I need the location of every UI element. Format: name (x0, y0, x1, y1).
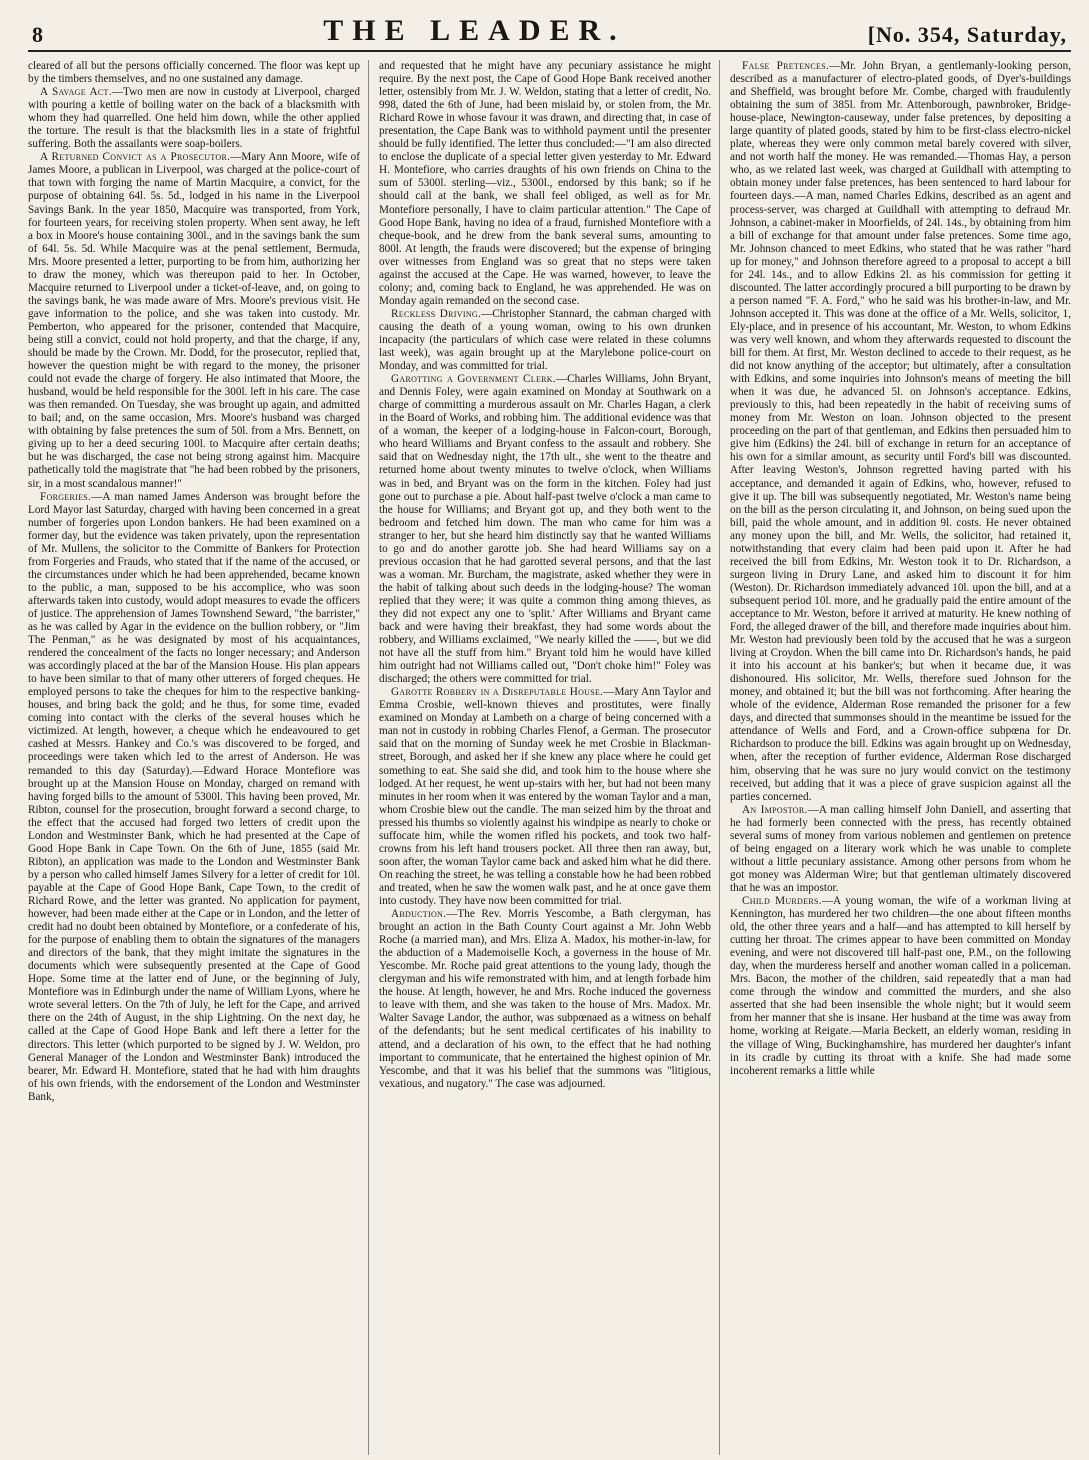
issue-line: [No. 354, Saturday, (867, 22, 1067, 47)
article-paragraph (28, 491, 360, 1104)
article-text: cleared of all but the persons officially concerned. The floor was kept up by the timbers themselves, and no one sustained any damage. (28, 60, 360, 86)
article-text: —A young woman, the wife of a workman living at Kennington, has murdered her two children—the one about fifteen months old, the other three years and a half—and has attempted to kill herself by cutting her throat. The crimes appear to have been committed on Monday evening, and were not discovered till half-past one, P.M., on the following day, when the murderess herself and another woman called in a policeman. Mrs. Bacon, the mother of the children, said repeatedly that a man had come through the window and committed the murders, and she also asserted that she had been insensible the whole night; but it would seem from her manner that she is insane. Her husband at the time was away from home, working at Reigate.—Maria Beckett, an elderly woman, residing in the village of Wing, Buckinghamshire, has murdered her daughter's infant in its cradle by cutting its throat with a knife. She had made some incoherent remarks a little while (730, 895, 1071, 1077)
article-text: and requested that he might have any pecuniary assistance he might require. By the next post, the Cape of Good Hope Bank received another letter, ostensibly from Mr. J. W. Weldon, stating that a letter of credit, No. 998, dated the 6th of June, had been mislaid by, or stolen from, the Mr. Richard Rowe in whose favour it was drawn, and directing that, in case of presentation, the Cape Bank was to withhold payment until the presenter should be fully identified. The letter thus concluded:—"I am also directed to enclose the duplicate of a special letter given yesterday to Mr. Edward H. Montefiore, who carries draughts of his own friends on China to the sum of 5300l. sterling—viz., 5300l., endorsed by this bank; so if he should call at the bank, we shall feel obliged, as well as for Mr. Montefiore personally, I have to claim particular attention." The Cape of Good Hope Bank, having no idea of a fraud, furnished Montefiore with a cheque-book, and he drew from the bank several sums, amounting to 800l. At length, the frauds were discovered; but the expense of bringing over witnesses from England was so great that no steps were taken against the accused at the Cape. He was warned, however, to leave the colony; and, coming back to England, he was apprehended. He was on Monday again remanded on the second case. (379, 60, 711, 307)
article-text: —Two men are now in custody at Liverpool, charged with pouring a kettle of boiling water on the back of a blacksmith with whom they had quarrelled. One held him down, while the other applied the torture. The result is that the blacksmith lies in a state of frightful suffering. Both the assailants were soap-boilers. (28, 86, 360, 151)
article-heading: False Pretences. (742, 60, 830, 72)
article-paragraph (28, 151, 360, 490)
article-text: —A man named James Anderson was brought before the Lord Mayor last Saturday, charged with having been concerned in a great number of forgeries upon London bankers. He had been examined on a former day, but the evidence was taken privately, upon the representation of Mr. Mullens, the solicitor to the Committe of Bankers for Protection from Forgeries and Frauds, who stated that if the name of the accused, or the circumstances under which he had been apprehended, became known to the public, a man, supposed to be his accomplice, who was soon afterwards taken into custody, would adopt measures to evade the officers of justice. The apprehension of James Townshend Seward, "the barrister," as he was called by Agar in the evidence on the bullion robbery, or "Jim The Penman," as he was designated by most of his acquaintances, rendered the concealment of the facts no longer necessary; and Anderson was accordingly placed at the bar of the Mansion House. His plan appears to have been similar to that of many other utterers of forged cheques. He employed persons to take the cheques for him to the respective banking-houses, and bring back the gold; and he thus, for some time, evaded coming into contact with the clerks of the several houses which he victimized. At length, however, a cheque which he endeavoured to get cashed at Messrs. Hankey and Co.'s was discovered to be forged, and proceedings were taken which led to the arrest of Anderson. He was remanded to this day (Saturday).—Edward Horace Montefiore was brought up at the Mansion House on Monday, charged on remand with having forged bills to the amount of 5300l. This having been proved, Mr. Ribton, counsel for the prosecution, brought forward a second charge, to the effect that the accused had forged two letters of credit upon the London and Westminster Bank, which he had presented at the Cape of Good Hope Bank in Cape Town. On the 6th of June, 1855 (said Mr. Ribton), an application was made to the London and Westminster Bank by a person who called himself James Silvery for a letter of credit for 10l. payable at the Cape of Good Hope Bank, Cape Town, to the credit of Richard Rowe, and the letter was granted. No application for payment, however, had been made either at the Cape or in London, and the letter of credit had no doubt been obtained by Montefiore, or a confederate of his, for the purpose of enabling them to obtain the signatures of the managers and directors of the bank, that they might imitate the signatures in the documents which were subsequently presented at the Cape of Good Hope. Some time at the latter end of June, or the beginning of July, Montefiore was in Edinburgh under the name of William Lyons, where he wrote several letters. On the 7th of July, he left for the Cape, and arrived there on the 24th of August, in the ship Lightning. On the next day, he called at the Cape of Good Hope Bank and left there a letter for the directors. This letter (which purported to be signed by J. W. Weldon, pro General Manager of the London and Westminster Bank) introduced the bearer, Mr. Edward H. Montefiore, stated that he had with him draughts of his own friends, with the endorsement of the London and Westminster Bank, (28, 490, 360, 1103)
article-text: —Mary Ann Moore, wife of James Moore, a publican in Liverpool, was charged at the police-court of that town with forging the name of Martin Macquire, a convict, for the purpose of obtaining 64l. 5s. 5d., lodged in his name in the Liverpool Savings Bank. In the year 1850, Macquire was transported, from York, for fourteen years, for receiving stolen property. When sent away, he left a box in Moore's house containing 300l., and in the savings bank the sum of 64l. 5s. 5d. While Macquire was at the penal settlement, Bermuda, Mrs. Moore presented a letter, purporting to be from him, authorizing her to draw the money, which was thereupon paid to her. In October, Macquire returned to Liverpool under a ticket-of-leave, and, on going to the savings bank, he was made aware of Mrs. Moore's previous visit. He gave information to the police, and she was taken into custody. Mr. Pemberton, who appeared for the prisoner, contended that Macquire, being still a convict, could not hold property, and that the charge, if any, should be made by the Crown. Mr. Dodd, for the prosecutor, replied that, however the question might be with regard to the money, the prisoner could not evade the charge of forgery. He also intimated that Moore, the husband, would be held responsible for the 300l. left in his care. The case was then remanded. On Tuesday, she was brought up again, and admitted to bail; and, on the same occasion, Mrs. Moore's husband was charged with obtaining by false pretences the sum of 50l. from a Mrs. Bennett, on giving up to her a deed securing 100l. to Macquire after certain deaths; but he was discharged, the case not being strong against him. Macquire pathetically told the magistrate that "he had been robbed by the prisoners, sir, in a most scandalous manner!" (28, 151, 361, 490)
article-text: —Mary Ann Taylor and Emma Crosbie, well-known thieves and prostitutes, were finally examined on Monday at Lambeth on a charge of being concerned with a man not in custody in robbing Charles Flenof, a German. The prosecutor said that on the morning of Sunday week he met Crosbie in Blackman-street, Borough, and asked her if she knew any place where he could get something to eat. She said she did, and took him to the house where she lodged. At her request, he went up-stairs with her, but had not been many minutes in her room when it was entered by the woman Taylor and a man, whom Crosbie blew out the candle. The man seized him by the throat and pressed his thumbs so violently against his windpipe as nearly to choke or suffocate him, while the women rifled his pockets, and took two half-crowns from his left hand trousers pocket. All three then ran away, but, soon after, the woman Taylor came back and asked him what he did there. On reaching the street, he was telling a constable how he had been robbed and treated, when he saw the women walk past, and he at once gave them into custody. They have now been committed for trial. (379, 686, 711, 907)
article-paragraph (28, 86, 360, 151)
article-heading: Reckless Driving. (391, 307, 482, 320)
article-heading: Child Murders. (742, 895, 822, 907)
article-paragraph (379, 686, 711, 908)
article-heading: Garotte Robbery in a Disreputable House. (391, 686, 604, 699)
article-heading: A Savage Act. (40, 86, 112, 99)
article-paragraph (379, 60, 711, 308)
article-paragraph (730, 60, 1071, 804)
article-paragraph (730, 804, 1071, 895)
article-heading: Abduction. (391, 908, 447, 921)
article-heading: Garotting a Government Clerk. (391, 373, 556, 386)
column-2 (379, 60, 720, 1455)
page-number: 8 (32, 22, 43, 47)
article-text: —Christopher Stannard, the cabman charged with causing the death of a young woman, owing to his own drunken incapacity (the particulars of which case were related in these columns last week), was again brought up at the Marylebone police-court on Monday, and was committed for trial. (379, 307, 712, 373)
article-text: —The Rev. Morris Yescombe, a Bath clergyman, has brought an action in the Bath County Court against a Mr. John Webb Roche (a married man), and Mrs. Eliza A. Madox, his mother-in-law, for the abduction of a Mademoiselle Koch, a governess in the house of Mr. Yescombe. Mr. Roche paid great attentions to the young lady, though the clergyman and his wife remonstrated with him, and at length forbade him the house. At length, however, he and Mrs. Roche induced the governess to leave with them, and she was taken to the house of Mrs. Madox. Mr. Walter Savage Landor, the author, was subpœnaed as a witness on behalf of the defendants; but he sent medical certificates of his inability to attend, and a declaration of his own, to the effect that he had nothing important to communicate, that he entertained the highest opinion of Mr. Yescombe, and that it was his belief that the summons was "litigious, vexatious, and nugatory." The case was adjourned. (379, 908, 711, 1090)
article-paragraph (28, 60, 360, 86)
article-paragraph (379, 908, 711, 1091)
article-columns (28, 60, 1071, 1455)
masthead (28, 8, 1071, 52)
article-heading: A Returned Convict as a Prosecutor. (40, 151, 231, 164)
article-heading: Forgeries. (40, 490, 92, 503)
article-text: —Charles Williams, John Bryant, and Dennis Foley, were again examined on Monday at Southwark on a charge of committing a murderous assault on Mr. Charles Hagan, a clerk in the Board of Works, and robbing him. The additional evidence was that of a woman, the keeper of a lodging-house in Falcon-court, Borough, who heard Williams and Bryant confess to the assault and robbery. She said that on Wednesday night, the 17th ult., she went to the theatre and returned home about twenty minutes to twelve o'clock, when Williams was in bed, and Bryant was on the form in the kitchen. Foley had just gone out to purchase a pie. About half-past twelve o'clock a man came to the house for Williams; and Bryant got up, and they both went to the bedroom and fetched him down. The man who came for him was a stranger to her, but she heard him distinctly say that he wanted Williams to go and do another garotte job. She had heard Williams say on a previous occasion that he had garotted several persons, and that the last was a woman. Mr. Burcham, the magistrate, asked whether they were in the habit of talking about such deeds in the lodging-house? The woman replied that they were; it was quite a common thing among thieves, as they did not expect any one to 'split.' After Williams and Bryant came back and were having their breakfast, they had some words about the robbery, and Williams exclaimed, "We nearly killed the ——, but we did not have all the stuff from him." Bryant told him he would have killed him outright had not Williams called out, "Don't choke him!" Foley was discharged; the others were committed for trial. (379, 373, 711, 686)
article-text: —A man calling himself John Daniell, and asserting that he had formerly been connected with the press, has recently obtained several sums of money from various noblemen and gentlemen on pretence of being engaged on a literary work which he was unable to complete without a little pecuniary assistance. Among other persons from whom he got money was Alderman Wire; but that gentleman ultimately discovered that he was an impostor. (730, 803, 1071, 894)
column-1 (28, 60, 369, 1455)
column-3 (730, 60, 1071, 1455)
article-paragraph (379, 308, 711, 373)
article-text: —Mr. John Bryan, a gentlemanly-looking person, described as a manufacturer of electro-plated goods, of Dyer's-buildings and Sheffield, was brought before Mr. Combe, charged with fraudulently obtaining the sum of 385l. from Mr. Attenborough, pawnbroker, Bridge-house-place, Newington-causeway, under false pretences, by depositing a large quantity of plated goods, stated by him to be first-class electro-nickel plate, whereas they were only common metal barely covered with silver, and not worth half the money. He was remanded.—Thomas Hay, a person who, as we related last week, was charged at Guildhall with attempting to obtain money under false pretences, has been sentenced to hard labour for fourteen days.—A man, named Charles Edkins, described as an agent and process-server, was charged at Guildhall with attempting to defraud Mr. Johnson, a cabinet-maker in Moorfields, of 24l. 14s., by obtaining from him a bill of exchange for that amount under false pretences. Some time ago, Mr. Johnson chanced to meet Edkins, who stated that he was rather "hard up for money," and Johnson therefore agreed to a proposal to accept a bill for 24l. 14s., and to allow Edkins 2l. as his commission for getting it discounted. The latter accordingly procured a bill purporting to be drawn by a person named "F. A. Ford," who he said was his brother-in-law, and Mr. Johnson accepted it. This was done at the office of a Mr. Wells, solicitor, 1, Ely-place, and in presence of his accountant, Mr. Weston, to whom Edkins was very well known, and whom they afterwards requested to discount the bill for them. At first, Mr. Weston declined to accede to their request, as he did not know anything of the acceptor; but ultimately, after a consultation with Edkins, and some inquiries into Johnson's means of meeting the bill when it was due, he advanced 5l. on Johnson's acceptance. Edkins, previously to this, had been repeatedly in the habit of receiving sums of money from Mr. Weston on loan. Johnson objected to the present proceeding on the part of that gentleman, and Edkins then persuaded him to give him (Edkins) the 24l. bill of exchange in return for an acceptance of his own for a similar amount, as security until Ford's bill was discounted. After leaving Weston's, Johnson regretted having parted with his acceptance, and demanded it again of Edkins, who, however, refused to give it up. The bill was subsequently negotiated, Mr. Weston's name being on the bill as the person circulating it, and Johnson, on being sued upon the bill, paid the whole amount, and in addition 9l. costs. He never obtained any money upon the bill, and Mr. Wells, the solicitor, had retained it, notwithstanding that every claim had been paid upon it. After he had received the bill from Edkins, Mr. Weston took it to Dr. Richardson, a surgeon living in Drury Lane, and asked him to discount it for him (Weston). Dr. Richardson immediately advanced 10l. upon the bill, and at a subsequent period 10l. more, and he gradually paid the entire amount of the acceptance to Mr. Weston, before it arrived at maturity. He knew nothing of Ford, the alleged drawer of the bill, and therefore made inquiries about him. Mr. Weston had previously been told by the accused that he was a surgeon living at Croydon. When the bill came into Dr. Richardson's hands, he paid it into his account at his banker's; but when it became due, it was dishonoured. His solicitor, Mr. Wells, therefore sued Johnson for the money, and obtained it; but the bill was not forthcoming. After hearing the whole of the evidence, Alderman Rose remanded the prisoner for a few days, and directed that summonses should in the meantime be issued for the attendance of Wells and Ford, and a Crown-office subpœna for Dr. Richardson to produce the bill. Edkins was again brought up on Wednesday, when, after the reception of further evidence, Alderman Rose discharged him, observing that he was sure no jury would convict on the testimony received, but adding that it was a piece of grave suspicion against all the parties concerned. (730, 60, 1071, 803)
article-paragraph (730, 895, 1071, 1078)
article-heading: An Impostor. (742, 803, 808, 816)
article-paragraph (379, 373, 711, 686)
newspaper-title: THE LEADER. (323, 14, 626, 47)
